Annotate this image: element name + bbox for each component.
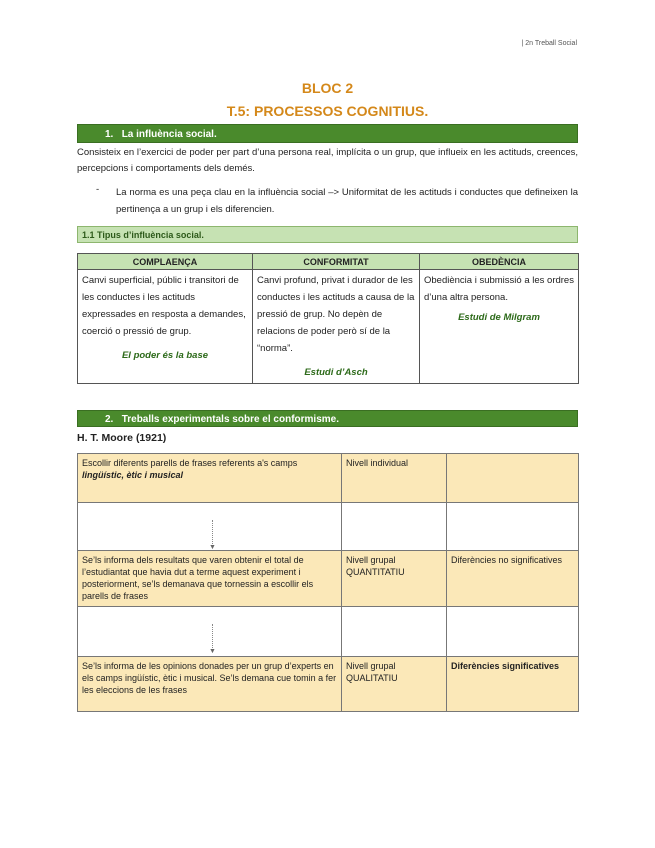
bullet-mark: - [96,184,100,195]
section-1-title: La influència social. [121,129,217,140]
section-1-heading [77,124,578,143]
note-obediencia: Estudi de Milgram [458,312,540,323]
bloc-title: BLOC 2 [301,80,354,96]
study-author [77,432,166,444]
note-complaenca: El poder és la base [121,350,209,361]
down-arrow-icon: ▼ [209,648,216,655]
study-year: (1921) [135,432,167,444]
section-1-bullet: La norma es una peça clau en la influència social –> Uniformitat de les actituds i conductes que defineixen la pertinença a un grup i els diferencien. [116,187,578,215]
empty-cell [447,503,579,551]
header-conformitat: CONFORMITAT [253,254,420,270]
step-3-result: Diferències significatives [447,657,579,712]
table-row [78,454,579,503]
table-header-row [78,254,579,270]
table-row [78,270,579,384]
step-1-fields: lingüístic, ètic i musical [82,470,184,480]
header-obediencia: OBEDÈNCIA [420,254,579,270]
cell-obediencia [420,270,579,384]
influence-types-table [77,253,579,384]
step-1-text: Escollir diferents parells de frases referents a's camps [82,458,298,468]
down-arrow-icon: ▼ [209,544,216,551]
header-complaenca: COMPLAENÇA [78,254,253,270]
cell-conformitat [253,270,420,384]
step-3-level: Nivell grupal QUALITATIU [342,657,447,712]
empty-cell [342,607,447,657]
section-2-heading [77,410,578,427]
arrow-cell [78,503,342,551]
step-3-description: Se’ls informa de les opinions donades per un grup d’experts en els camps ingüístic, ètic i musical. Se’ls demana cue tomin a fer les eleccions de les frases [78,657,342,712]
section-1-paragraph: Consisteix en l’exercici de poder per part d’una persona real, implícita o un grup, que influeix en les actituds, creences, percepcions i comportaments dels demés. [77,147,578,174]
table-row [78,551,579,607]
step-2-description: Se’ls informa dels resultats que varen obtenir el total de l’estudiantat que havia dut a terme aquest experiment i posteriorment, se’ls demanava que tornessin a escollir els parells de frases [78,551,342,607]
text-obediencia: Obediència i submissió a les ordres d’una altra persona. [424,275,574,303]
arrow-cell [78,607,342,657]
step-1-result [447,454,579,503]
step-2-result: Diferències no significatives [447,551,579,607]
empty-cell [447,607,579,657]
empty-cell [342,503,447,551]
page-header: | 2n Treball Social [521,40,577,47]
section-2-title: Treballs experimentals sobre el conformisme. [121,414,339,425]
step-2-level: Nivell grupal QUANTITATIU [342,551,447,607]
step-1-level: Nivell individual [342,454,447,503]
step-1-description [78,454,342,503]
arrow-row [78,607,579,657]
section-2-number: 2. [105,414,114,425]
author-name: H. T. Moore [77,432,134,444]
arrow-row [78,503,579,551]
table-row [78,657,579,712]
section-1-number: 1. [105,129,114,140]
subsection-heading: 1.1 Tipus d’influència social. [77,226,578,243]
text-complaenca: Canvi superficial, públic i transitori de les conductes i les actituds expressades en resposta a demandes, coerció o pressió de grup. [82,275,246,337]
text-conformitat: Canvi profund, privat i durador de les conductes i les actituds a causa de la pressió de grup. No depèn de relacions de poder però sí de la “norma”. [257,275,415,354]
topic-title: T.5: PROCESSOS COGNITIUS. [226,103,429,119]
moore-experiment-table [77,453,579,712]
note-conformitat: Estudi d’Asch [304,367,368,378]
cell-complaenca [78,270,253,384]
